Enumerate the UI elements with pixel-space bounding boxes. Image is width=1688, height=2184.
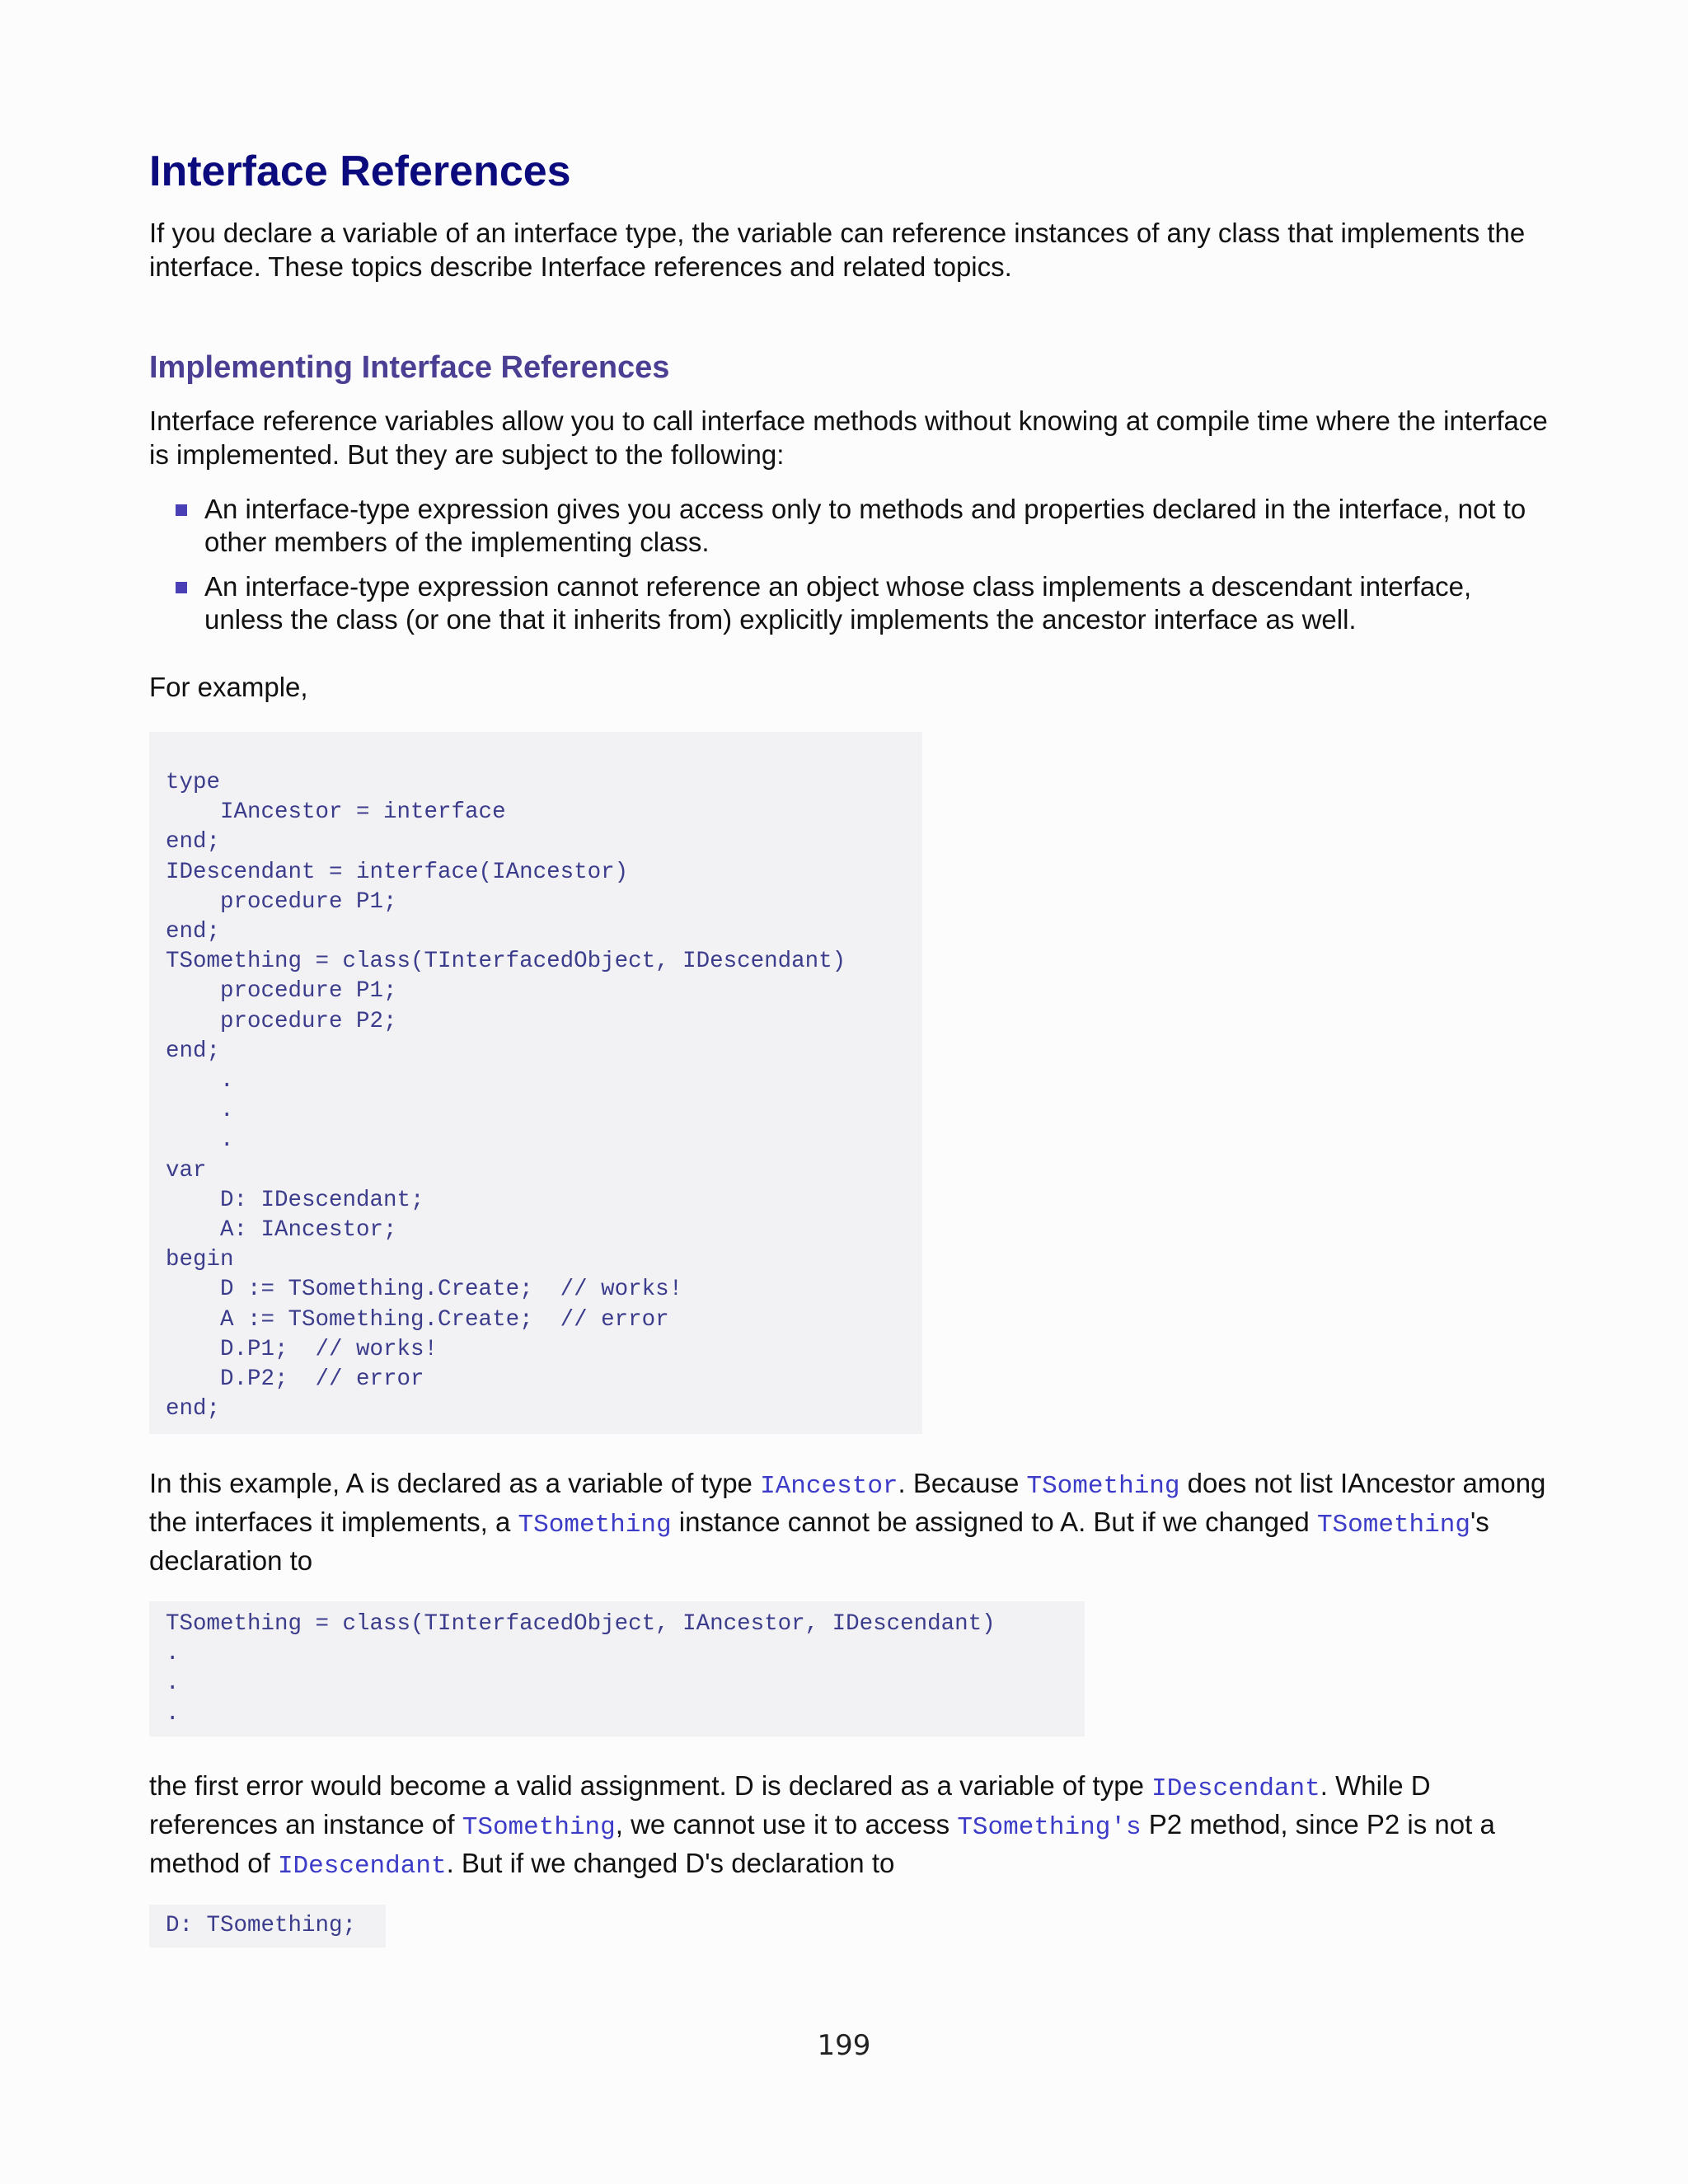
- inline-code: TSomething: [518, 1511, 672, 1540]
- rules-list: [149, 493, 1550, 648]
- section-intro-paragraph: Interface reference variables allow you to call interface methods without knowing at compile time where the interface is implemented. But they are subject to the following:: [149, 405, 1548, 470]
- inline-code: TSomething: [1316, 1511, 1470, 1540]
- list-item-text: An interface-type expression gives you access only to methods and properties declared in the interface, not to other members of the implementing class.: [204, 494, 1526, 557]
- for-example-text: For example,: [149, 672, 308, 702]
- explanation-paragraph-1: In this example, A is declared as a variable of type IAncestor. Because TSomething does not list IAncestor among the interfaces it implements, a TSomething instance cannot be assigned to A. But if we changed TSomething's declaration to: [149, 1468, 1546, 1576]
- square-bullet-icon: [176, 582, 187, 593]
- page-title: Interface References: [149, 148, 571, 195]
- page-number: 199: [817, 2029, 871, 2062]
- inline-code: IDescendant: [277, 1852, 447, 1881]
- inline-code: IAncestor: [760, 1472, 898, 1501]
- inline-code: TSomething: [1026, 1472, 1180, 1501]
- explanation-paragraph-2: the first error would become a valid assignment. D is declared as a variable of type IDescendant. While D references an instance of TSomething, we cannot use it to access TSomething's P2 method, since P2 is not a method of IDescendant. But if we changed D's declaration to: [149, 1770, 1495, 1881]
- code-block-variable: D: TSomething;: [149, 1905, 386, 1947]
- intro-paragraph: If you declare a variable of an interface type, the variable can reference instances of any class that implements the interface. These topics describe Interface references and related topics.: [149, 218, 1526, 282]
- list-item: [149, 570, 1550, 636]
- code-block-revised-declaration: TSomething = class(TInterfacedObject, IAncestor, IDescendant) . . .: [149, 1601, 1085, 1736]
- inline-code: TSomething's: [957, 1813, 1142, 1842]
- list-item: [149, 493, 1550, 559]
- section-heading: Implementing Interface References: [149, 350, 670, 385]
- square-bullet-icon: [176, 504, 187, 516]
- code-block-declarations: type IAncestor = interface end; IDescendant = interface(IAncestor) procedure P1; end; TSomething = class(TInterfacedObject, IDescendant) procedure P1; procedure P2; end; . . . var D: IDescendant; A: IAncestor; begin D := TSomething.Create; // works! A := TSomething.Create; // error D.P1; // works! D.P2; // error end;: [149, 732, 922, 1434]
- list-item-text: An interface-type expression cannot reference an object whose class implements a descendant interface, unless the class (or one that it inherits from) explicitly implements the ancestor interface as well.: [204, 571, 1472, 635]
- inline-code: IDescendant: [1151, 1774, 1320, 1803]
- inline-code: TSomething: [462, 1813, 616, 1842]
